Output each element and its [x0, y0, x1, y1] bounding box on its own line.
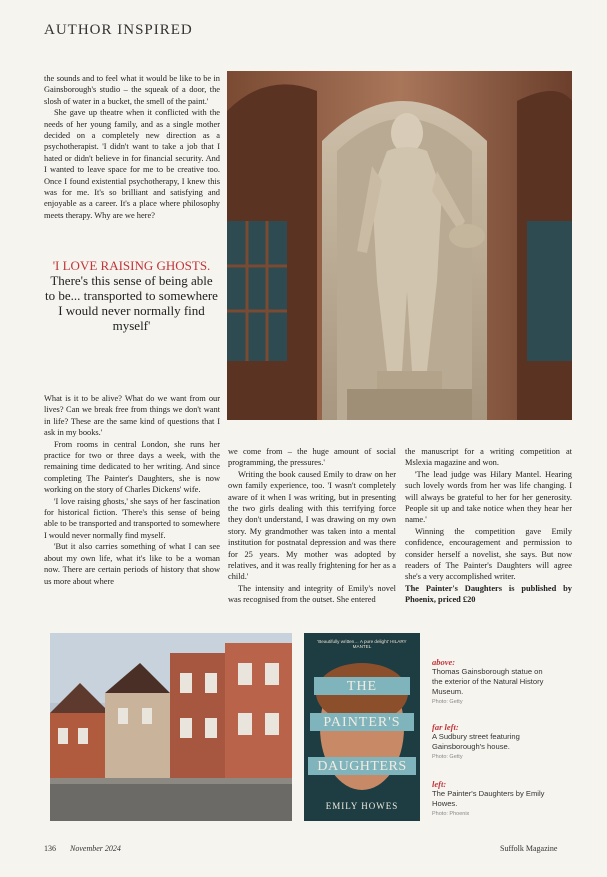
sudbury-street-image [50, 633, 292, 821]
statue-photo [227, 71, 572, 420]
book-blurb: 'Beautifully written… A pure delight' HILARY MANTEL [317, 639, 407, 649]
caption-far-left [432, 722, 552, 760]
caption-credit: Photo: Phoenix [432, 811, 470, 817]
footer-date: November 2024 [70, 844, 121, 853]
paragraph: 'I love raising ghosts,' she says of her fascination for historical fiction. 'There's this sense of being able to be transported and transported to somewhere I would never normally find myself. [44, 496, 220, 540]
book-author: EMILY HOWES [325, 801, 399, 811]
pull-quote-highlight: 'I LOVE RAISING GHOSTS. [52, 258, 211, 273]
pull-quote-text: There's this sense of being able to be... transported to somewhere I would never normally find myself' [45, 273, 218, 333]
caption-above [432, 657, 552, 705]
paragraph: The intensity and integrity of Emily's novel was recognised from the outset. She entered [228, 583, 396, 605]
paragraph: the manuscript for a writing competition at Mslexia magazine and won. [405, 447, 572, 468]
caption-credit: Photo: Getty [432, 754, 463, 760]
book-title-line-2: PAINTER'S [323, 715, 401, 730]
section-header: AUTHOR INSPIRED [44, 22, 193, 38]
paragraph: 'The lead judge was Hilary Mantel. Hearing such lovely words from her was life changing. I will always be grateful to her for her generosity. People sit up and take notice when they hear her name.' [405, 469, 572, 525]
column-3 [405, 446, 572, 606]
caption-text: A Sudbury street featuring Gainsborough's house. [432, 732, 520, 751]
column-2 [228, 446, 396, 606]
paragraph: From rooms in central London, she runs her practice for two or three days a week, with the remaining time dedicated to her writing. And since completing The Painter's Daughters, she is now working on the story of Charles Dickens' wife. [44, 439, 220, 495]
footer-page-number: 136 [44, 844, 56, 853]
footer-magazine: Suffolk Magazine [500, 844, 558, 853]
street-photo [50, 633, 292, 821]
caption-heading: far left: [432, 722, 459, 732]
publication-note: The Painter's Daughters is published by Phoenix, priced £20 [405, 583, 572, 605]
caption-credit: Photo: Getty [432, 699, 463, 705]
caption-text: Thomas Gainsborough statue on the exterior of the Natural History Museum. [432, 667, 544, 696]
paragraph: the sounds and to feel what it would be like to be in Gainsborough's studio – the squeak of a door, the slosh of water in a bucket, the smell of the paint.' [44, 74, 220, 106]
paragraph: we come from – the huge amount of social programming, the pressures.' [228, 447, 396, 468]
column-1-top [44, 73, 220, 221]
paragraph: What is it to be alive? What do we want from our lives? Can we break free from things we don't want in life? These are the same kind of questions that I ask in my books.' [44, 394, 220, 438]
caption-text: The Painter's Daughters by Emily Howes. [432, 789, 545, 808]
gainsborough-statue-image [227, 71, 572, 420]
caption-heading: above: [432, 657, 456, 667]
book-title-line-3: DAUGHTERS [317, 759, 407, 774]
caption-heading: left: [432, 779, 447, 789]
book-cover [304, 633, 420, 821]
caption-left [432, 779, 552, 817]
paragraph: Winning the competition gave Emily confidence, encouragement and permission to consider herself a novelist, she says. But now readers of The Painter's Daughters will agree she's a very accomplished writer. [405, 526, 572, 582]
book-title-line-1: THE [346, 679, 378, 694]
paragraph: She gave up theatre when it conflicted with the needs of her young family, and as a single mother decided on a completely new direction as a psychotherapist. 'I didn't want to take a job that I hated or didn't believe in for financial security. And I wanted to leave space for me to be creative too. Once I found existential psychotherapy, I knew this was for me. It's so brilliant and satisfying and enjoyable as a career. It's a place where philosophy meets therapy. Why are we here? [44, 108, 220, 220]
paragraph: Writing the book caused Emily to draw on her own family experience, too. 'I wasn't completely aware of it when I was writing, but in presenting the two girls dealing with this terrifying force they don't understand, I was drawing on my own story. My grandmother was taken into a mental institution for postnatal depression and was there for 25 years. My mother was adopted by relatives, and it was really frightening for her as a child.' [228, 469, 396, 582]
pull-quote [44, 258, 219, 333]
paragraph: 'But it also carries something of what I can see about my own life, what it's like to be a woman now. There are certain periods of history that show us more about where [44, 542, 220, 586]
column-1-bottom [44, 393, 220, 587]
